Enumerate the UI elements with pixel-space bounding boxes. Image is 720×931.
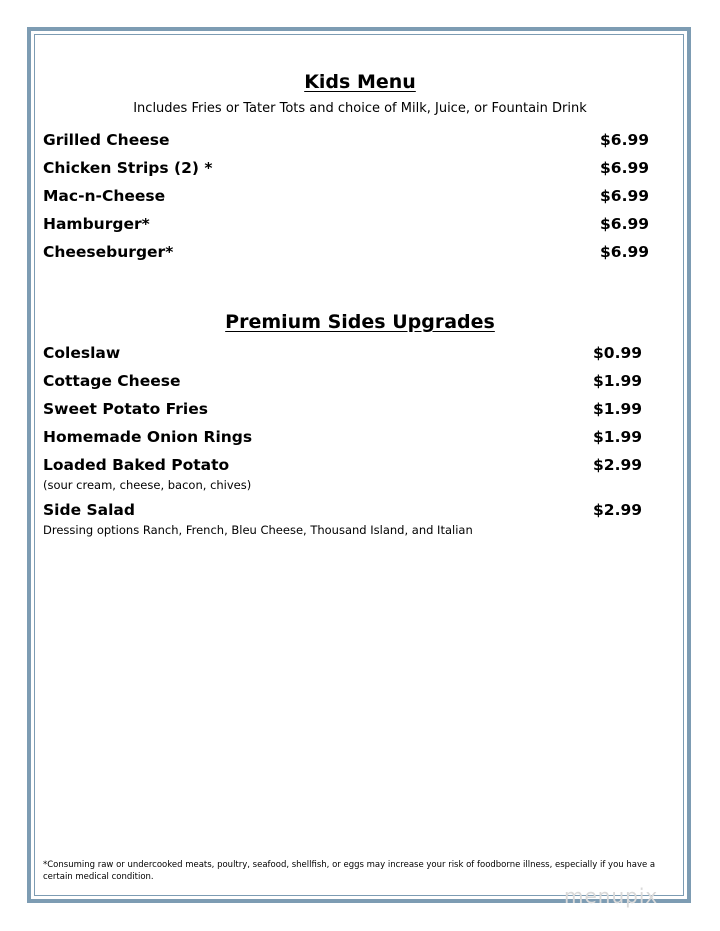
side-item-name: Sweet Potato Fries <box>43 400 208 418</box>
kids-item-price: $6.99 <box>600 131 650 149</box>
side-item-price: $1.99 <box>593 428 643 446</box>
kids-item-name: Grilled Cheese <box>43 131 170 149</box>
side-item-name: Side Salad <box>43 501 135 519</box>
side-item-price: $0.99 <box>593 344 643 362</box>
kids-item-price: $6.99 <box>600 187 650 205</box>
side-item-note: Dressing options Ranch, French, Bleu Cheese, Thousand Island, and Italian <box>43 523 473 537</box>
kids-menu-title: Kids Menu <box>304 71 416 93</box>
side-item-price: $1.99 <box>593 400 643 418</box>
side-item-name: Cottage Cheese <box>43 372 181 390</box>
kids-item-price: $6.99 <box>600 159 650 177</box>
kids-item-name: Mac-n-Cheese <box>43 187 166 205</box>
food-safety-footnote: *Consuming raw or undercooked meats, poultry, seafood, shellfish, or eggs may increase your risk of foodborne illness, especially if you have a certain medical condition. <box>43 860 656 882</box>
side-item-name: Coleslaw <box>43 344 121 362</box>
side-item-price: $2.99 <box>593 456 643 474</box>
side-item-name: Loaded Baked Potato <box>43 456 230 474</box>
menupix-watermark: menupix <box>564 884 659 908</box>
kids-item-name: Cheeseburger* <box>43 243 174 261</box>
kids-item-price: $6.99 <box>600 243 650 261</box>
kids-item-price: $6.99 <box>600 215 650 233</box>
kids-item-name: Chicken Strips (2) * <box>43 159 213 177</box>
side-item-note: (sour cream, cheese, bacon, chives) <box>43 478 252 492</box>
side-item-name: Homemade Onion Rings <box>43 428 253 446</box>
side-item-price: $1.99 <box>593 372 643 390</box>
side-item-price: $2.99 <box>593 501 643 519</box>
kids-menu-subtitle: Includes Fries or Tater Tots and choice of Milk, Juice, or Fountain Drink <box>133 101 587 116</box>
kids-item-name: Hamburger* <box>43 215 150 233</box>
sides-title: Premium Sides Upgrades <box>225 311 495 333</box>
